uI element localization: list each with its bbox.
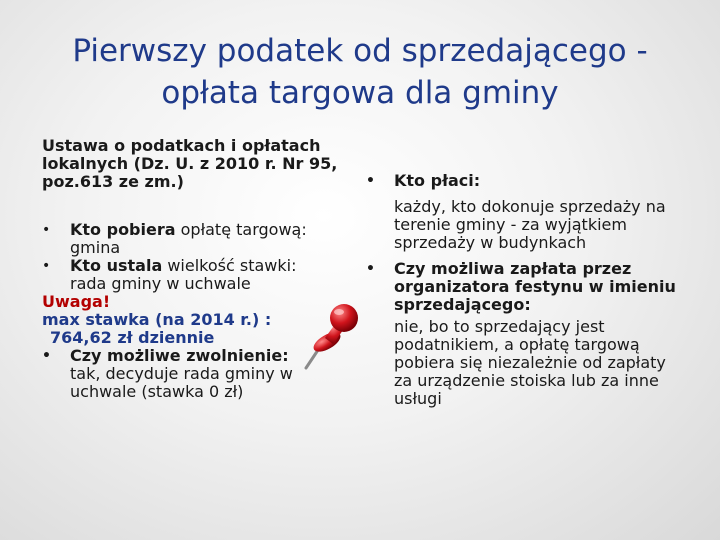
who-pays-answer: każdy, kto dokonuje sprzedaży na terenie gminy - za wyjątkiem sprzedaży w budynkach bbox=[394, 197, 666, 252]
who-pays-label: • Kto płaci: bbox=[366, 172, 686, 190]
organizer-payment-label: • Czy możliwa zapłata przez organizatora festynu w imieniu sprzedającego: bbox=[366, 260, 686, 314]
who-collects-text: opłatę targową: bbox=[175, 220, 307, 239]
right-column bbox=[366, 172, 686, 408]
push-pin-icon bbox=[300, 300, 362, 372]
bullet-who-sets bbox=[42, 257, 352, 275]
slide-title bbox=[20, 30, 700, 114]
law-reference: Ustawa o podatkach i opłatach lokalnych (Dz. U. z 2010 r. Nr 95, poz.613 ze zm.) bbox=[42, 136, 338, 191]
bullet-who-collects bbox=[42, 221, 352, 239]
warning-label: Uwaga! bbox=[42, 292, 111, 311]
max-rate-label: max stawka (na 2014 r.) : bbox=[42, 310, 272, 329]
who-sets-answer: rada gminy w uchwale bbox=[70, 274, 251, 293]
max-rate-value: 764,62 zł dziennie bbox=[50, 328, 215, 347]
title-line-2: opłata targowa dla gminy bbox=[161, 75, 559, 111]
exemption-answer: tak, decyduje rada gminy w uchwale (stawka 0 zł) bbox=[70, 364, 293, 401]
exemption-label: • Czy możliwe zwolnienie: bbox=[42, 347, 352, 365]
organizer-payment-answer: nie, bo to sprzedający jest podatnikiem, a opłatę targową pobiera się niezależnie od zapłaty za urządzenie stoiska lub za inne usługi bbox=[394, 317, 666, 408]
who-sets-label: Kto ustala bbox=[70, 256, 163, 275]
who-collects-label: Kto pobiera bbox=[70, 220, 176, 239]
who-collects-answer: gmina bbox=[70, 238, 121, 257]
who-sets-text: wielkość stawki: bbox=[162, 256, 297, 275]
title-line-1: Pierwszy podatek od sprzedającego - bbox=[72, 33, 648, 69]
